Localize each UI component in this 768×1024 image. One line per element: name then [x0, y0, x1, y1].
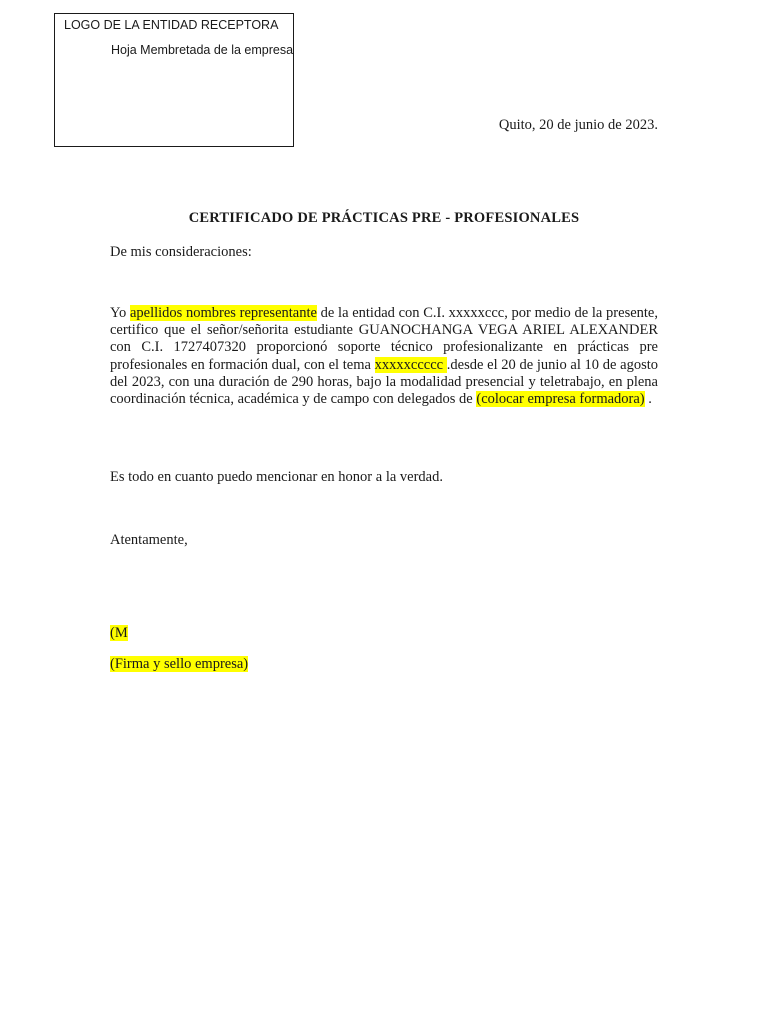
signature-line-2: [110, 656, 248, 673]
representative-placeholder: apellidos nombres representante: [129, 305, 317, 321]
closing-statement: Es todo en cuanto puedo mencionar en honor a la verdad.: [110, 469, 443, 485]
body-text-1: Yo: [110, 305, 130, 321]
company-placeholder: (colocar empresa formadora): [476, 391, 645, 408]
logo-placeholder-text: LOGO DE LA ENTIDAD RECEPTORA: [64, 18, 279, 32]
topic-placeholder: xxxxxccccc: [374, 356, 447, 373]
greeting: De mis consideraciones:: [110, 244, 252, 260]
signature-line-1: [110, 625, 128, 642]
letterhead-logo-box: [54, 13, 294, 147]
signature-placeholder-2: (Firma y sello empresa): [110, 656, 249, 672]
body-text-2: de la entidad con C.I. xxxxxccc, por medio de la presente, certifico que el señor/señorita estudiante GUANOCHANGA VEGA ARIEL ALEXANDER con C.I. 1727407320 proporcionó soporte técnico profesionalizante en prácticas pre profesionales en formación dual, con el tema: [110, 305, 658, 373]
document-date: Quito, 20 de junio de 2023.: [498, 117, 658, 133]
document-title: CERTIFICADO DE PRÁCTICAS PRE - PROFESIONALES: [188, 210, 580, 226]
letterhead-placeholder-text: Hoja Membretada de la empresa: [111, 43, 294, 57]
signature-placeholder-1: (M: [110, 625, 128, 641]
body-text-3: .desde el 20 de junio al 10 de agosto del 2023, con una duración de 290 horas, bajo la modalidad presencial y teletrabajo, en plena coordinación técnica, académica y de campo con delegados de: [110, 356, 659, 408]
body-text-4: .: [644, 391, 652, 408]
body-paragraph: [110, 305, 658, 408]
regards: Atentamente,: [110, 532, 188, 548]
